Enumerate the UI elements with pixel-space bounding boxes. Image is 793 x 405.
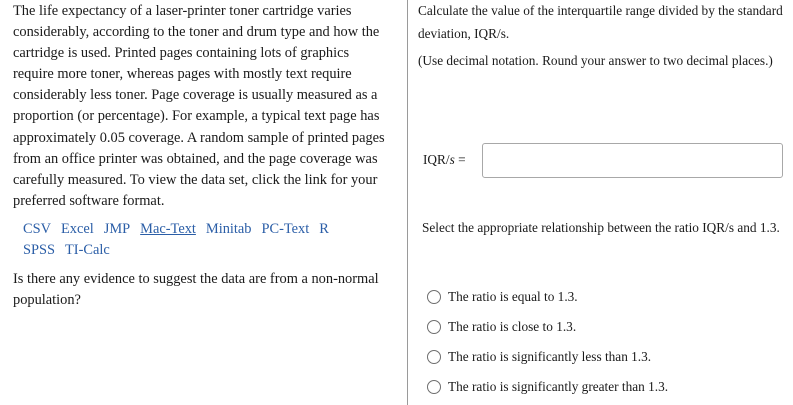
option-label: The ratio is close to 1.3. [448,319,577,334]
radio-button[interactable] [427,350,441,364]
relationship-prompt: Select the appropriate relationship between the ratio IQR/s and 1.3. [422,220,780,235]
link-pc-text[interactable]: PC-Text [261,221,310,237]
iqr-ratio-input[interactable] [482,143,783,178]
normality-question: Is there any evidence to suggest the data are from a non-normal population? [13,271,379,308]
calculation-prompt: Calculate the value of the interquartile range divided by the standard deviation, IQR/s. [418,3,783,41]
relationship-options [427,282,668,402]
radio-button[interactable] [427,290,441,304]
problem-description: The life expectancy of a laser-printer toner cartridge varies considerably, according to the toner and drum type and how the cartridge is used. Printed pages containing lots of graphics require more toner, whereas pages with mostly text require considerably less toner. Page coverage is usually measured as a proportion (or percentage). For example, a typical text page has approximately 0.05 coverage. A random sample of printed pages from an office printer was obtained, and the page coverage was carefully measured. To view the data set, click the link for your preferred software format. [13,3,385,209]
option-close[interactable] [427,312,668,342]
option-label: The ratio is significantly less than 1.3. [448,349,652,364]
link-ti-calc[interactable]: TI-Calc [65,242,110,258]
link-jmp[interactable]: JMP [103,221,131,237]
link-spss[interactable]: SPSS [23,242,56,258]
iqr-label-prefix: IQR/ [423,152,450,167]
option-greater[interactable] [427,372,668,402]
option-label: The ratio is significantly greater than 1.3. [448,379,669,394]
link-excel[interactable]: Excel [61,221,94,237]
radio-button[interactable] [427,320,441,334]
link-r[interactable]: R [319,221,329,237]
right-panel [409,0,793,405]
option-label: The ratio is equal to 1.3. [448,289,578,304]
data-format-links [13,219,393,261]
link-minitab[interactable]: Minitab [205,221,252,237]
link-csv[interactable]: CSV [23,221,51,237]
rounding-note: (Use decimal notation. Round your answer to two decimal places.) [418,53,773,68]
option-equal[interactable] [427,282,668,312]
iqr-label-suffix: = [454,152,466,167]
radio-button[interactable] [427,380,441,394]
link-mac-text[interactable]: Mac-Text [140,221,196,237]
iqr-label-var: s [449,152,455,167]
iqr-ratio-label [423,152,466,168]
option-less[interactable] [427,342,668,372]
